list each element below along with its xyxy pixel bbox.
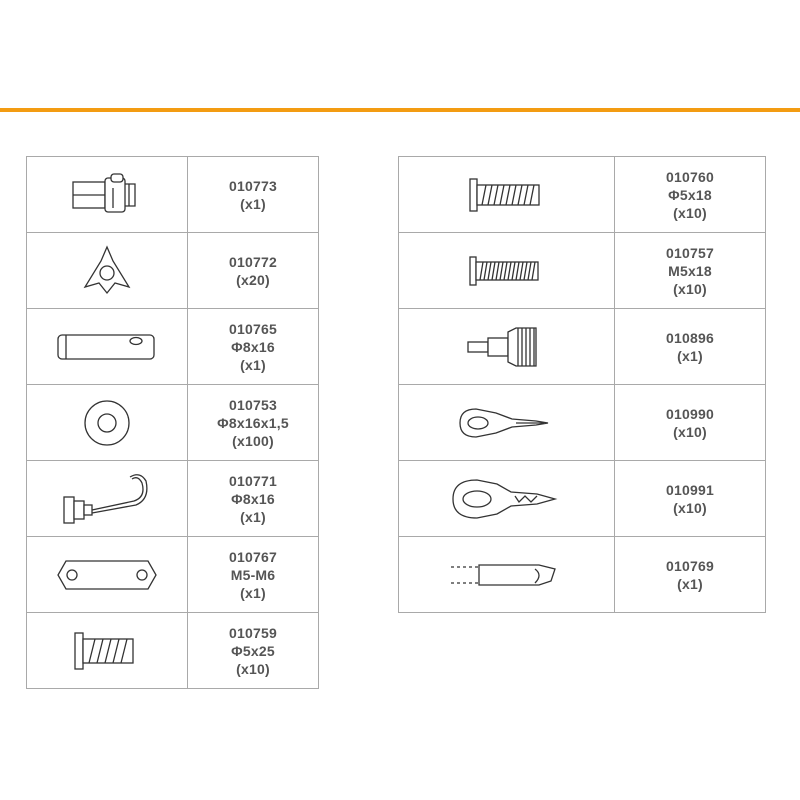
table-row — [27, 385, 319, 461]
screw-icon — [399, 157, 615, 233]
table-row — [399, 385, 766, 461]
part-size: Φ5x25 — [231, 642, 275, 659]
part-quantity: (x100) — [232, 432, 274, 449]
part-number: 010772 — [229, 253, 277, 270]
part-size: Φ8x16 — [231, 490, 275, 507]
table-row — [399, 233, 766, 309]
table-row — [27, 537, 319, 613]
large-loop-electrode-icon — [399, 461, 615, 537]
part-label — [615, 233, 766, 309]
part-label — [188, 157, 319, 233]
part-number: 010896 — [666, 329, 714, 346]
part-quantity: (x10) — [673, 499, 707, 516]
part-quantity: (x1) — [677, 575, 703, 592]
part-quantity: (x20) — [236, 271, 270, 288]
part-number: 010759 — [229, 624, 277, 641]
part-quantity: (x10) — [673, 280, 707, 297]
part-size: Φ8x16 — [231, 338, 275, 355]
hook-icon — [27, 461, 188, 537]
part-label — [188, 613, 319, 689]
part-number: 010757 — [666, 244, 714, 261]
part-quantity: (x10) — [673, 423, 707, 440]
part-quantity: (x1) — [677, 347, 703, 364]
table-row — [27, 461, 319, 537]
part-label — [615, 309, 766, 385]
part-number: 010769 — [666, 557, 714, 574]
part-quantity: (x1) — [240, 508, 266, 525]
part-size: Φ8x16x1,5 — [217, 414, 289, 431]
table-row — [399, 157, 766, 233]
part-number: 010771 — [229, 472, 277, 489]
part-label — [188, 461, 319, 537]
triangle-washer-icon — [27, 233, 188, 309]
part-label — [615, 537, 766, 613]
part-number: 010760 — [666, 168, 714, 185]
table-row — [399, 461, 766, 537]
part-quantity: (x1) — [240, 584, 266, 601]
part-label — [615, 157, 766, 233]
parts-table-left — [26, 156, 319, 689]
table-row — [27, 157, 319, 233]
parts-table-right — [398, 156, 766, 613]
small-loop-electrode-icon — [399, 385, 615, 461]
part-number: 010991 — [666, 481, 714, 498]
table-row — [399, 537, 766, 613]
part-quantity: (x1) — [240, 195, 266, 212]
part-label — [615, 461, 766, 537]
part-number: 010773 — [229, 177, 277, 194]
part-number: 010990 — [666, 405, 714, 422]
part-label — [188, 385, 319, 461]
part-label — [188, 309, 319, 385]
part-size: Φ5x18 — [668, 186, 712, 203]
table-row — [27, 309, 319, 385]
part-quantity: (x10) — [236, 660, 270, 677]
adapter-icon — [399, 309, 615, 385]
part-quantity: (x1) — [240, 356, 266, 373]
table-row — [27, 613, 319, 689]
part-quantity: (x10) — [673, 204, 707, 221]
short-screw-icon — [27, 613, 188, 689]
table-row — [399, 309, 766, 385]
clip-icon — [27, 157, 188, 233]
part-size: M5-M6 — [230, 566, 276, 583]
threaded-stud-icon — [399, 233, 615, 309]
pin-icon — [27, 309, 188, 385]
part-number: 010753 — [229, 396, 277, 413]
washer-icon — [27, 385, 188, 461]
accent-divider — [0, 108, 800, 112]
part-label — [188, 233, 319, 309]
electrode-tip-icon — [399, 537, 615, 613]
part-label — [615, 385, 766, 461]
part-number: 010767 — [229, 548, 277, 565]
part-label — [188, 537, 319, 613]
link-plate-icon — [27, 537, 188, 613]
part-number: 010765 — [229, 320, 277, 337]
table-row — [27, 233, 319, 309]
part-size: M5x18 — [668, 262, 712, 279]
